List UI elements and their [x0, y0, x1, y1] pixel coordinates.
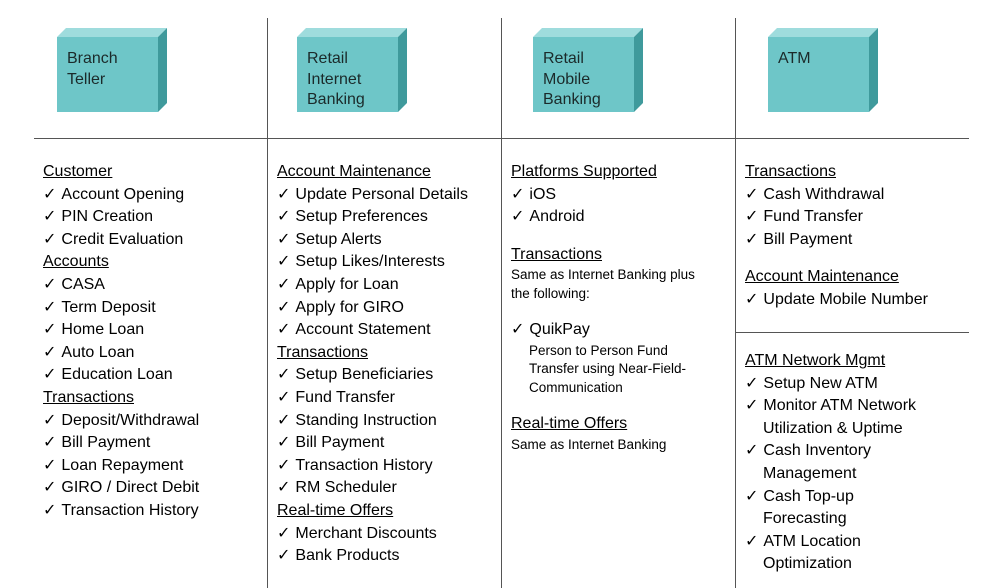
mobile-banking-title	[543, 49, 637, 111]
list-item: ✓ Fund Transfer	[745, 206, 928, 229]
list-item: ✓ Standing Instruction	[277, 410, 468, 433]
title-line: Branch	[67, 50, 118, 67]
list-item: ✓ GIRO / Direct Debit	[43, 477, 199, 500]
list-item: ✓ Cash Withdrawal	[745, 184, 928, 207]
transactions-note: Same as Internet Banking plus	[511, 267, 695, 283]
branch-teller-title	[67, 49, 161, 90]
transactions-heading: Transactions	[745, 163, 836, 180]
title-line: Banking	[543, 91, 601, 108]
list-item: ✓ Monitor ATM Network	[745, 395, 916, 418]
transactions-note: the following:	[511, 286, 590, 302]
list-item: ✓ Auto Loan	[43, 342, 199, 365]
list-item: ✓ Setup Beneficiaries	[277, 364, 468, 387]
quikpay-description: Person to Person Fund	[529, 342, 668, 358]
list-item: ✓ Transaction History	[43, 500, 199, 523]
column-divider-1	[267, 18, 268, 588]
atm-section-divider	[735, 332, 969, 333]
group-heading-real-time-offers: Real-time Offers	[277, 501, 394, 519]
list-item: ✓ Setup New ATM	[745, 373, 916, 396]
cube-shape	[768, 28, 878, 112]
list-item: ✓ Apply for GIRO	[277, 297, 468, 320]
platforms-heading: Platforms Supported	[511, 163, 657, 180]
list-item: ✓ Android	[511, 206, 695, 229]
list-item: ✓ iOS	[511, 184, 695, 207]
list-item: ✓ Deposit/Withdrawal	[43, 410, 199, 433]
group-heading-accounts: Accounts	[43, 253, 109, 271]
list-item: ✓ Account Statement	[277, 319, 468, 342]
title-line: ATM	[778, 50, 811, 67]
quikpay-description: Transfer using Near-Field-	[529, 361, 687, 377]
group-heading-transactions: Transactions	[43, 388, 134, 406]
list-item: ✓ Bank Products	[277, 545, 468, 568]
atm-services-column	[745, 161, 928, 312]
atm-title	[778, 49, 872, 70]
list-item: ✓ Update Mobile Number	[745, 289, 928, 312]
list-item: ✓ Cash Inventory	[745, 440, 916, 463]
list-item: ✓ Account Opening	[43, 184, 199, 207]
maintenance-heading: Account Maintenance	[745, 268, 899, 286]
list-item: ✓ ATM Location	[745, 531, 916, 554]
quikpay-item: ✓ QuikPay	[511, 319, 695, 342]
offers-note: Same as Internet Banking	[511, 436, 667, 452]
title-line: Banking	[307, 91, 365, 108]
internet-banking-title	[307, 49, 401, 111]
list-item-continuation: Utilization & Uptime	[763, 419, 903, 437]
atm-cube	[768, 28, 878, 112]
list-item: ✓ Fund Transfer	[277, 387, 468, 410]
list-item: ✓ Loan Repayment	[43, 455, 199, 478]
network-heading: ATM Network Mgmt	[745, 352, 886, 369]
list-item: ✓ CASA	[43, 274, 199, 297]
list-item: ✓ Transaction History	[277, 455, 468, 478]
column-divider-2	[501, 18, 502, 588]
offers-heading: Real-time Offers	[511, 414, 628, 432]
header-divider	[34, 138, 969, 139]
list-item: ✓ Home Loan	[43, 319, 199, 342]
list-item: ✓ Credit Evaluation	[43, 229, 199, 252]
internet-banking-column	[277, 161, 468, 568]
mobile-banking-column	[511, 161, 695, 454]
list-item: ✓ Bill Payment	[43, 432, 199, 455]
list-item: ✓ Setup Preferences	[277, 206, 468, 229]
list-item: ✓ Education Loan	[43, 364, 199, 387]
list-item-continuation: Management	[763, 464, 857, 482]
title-line: Mobile	[543, 70, 591, 88]
title-line: Retail	[307, 50, 348, 67]
list-item: ✓ Bill Payment	[277, 432, 468, 455]
internet-banking-cube	[297, 28, 407, 112]
group-heading-customer: Customer	[43, 163, 113, 180]
title-line: Retail	[543, 50, 584, 67]
list-item: ✓ Cash Top-up	[745, 486, 916, 509]
group-heading-account-maintenance: Account Maintenance	[277, 163, 431, 180]
list-item: ✓ Term Deposit	[43, 297, 199, 320]
quikpay-description: Communication	[529, 380, 623, 396]
title-line: Teller	[67, 70, 106, 88]
list-item: ✓ Setup Alerts	[277, 229, 468, 252]
mobile-banking-cube	[533, 28, 643, 112]
list-item: ✓ Bill Payment	[745, 229, 928, 252]
list-item: ✓ Merchant Discounts	[277, 523, 468, 546]
list-item-continuation: Forecasting	[763, 510, 847, 528]
branch-teller-column	[43, 161, 199, 523]
atm-network-column	[745, 350, 916, 576]
list-item: ✓ Setup Likes/Interests	[277, 251, 468, 274]
list-item: ✓ Apply for Loan	[277, 274, 468, 297]
list-item: ✓ PIN Creation	[43, 206, 199, 229]
list-item: ✓ RM Scheduler	[277, 477, 468, 500]
title-line: Internet	[307, 70, 362, 88]
group-heading-transactions: Transactions	[277, 343, 368, 361]
column-divider-3	[735, 18, 736, 588]
list-item: ✓ Update Personal Details	[277, 184, 468, 207]
transactions-heading: Transactions	[511, 245, 602, 263]
list-item-continuation: Optimization	[763, 555, 852, 573]
branch-teller-cube	[57, 28, 167, 112]
